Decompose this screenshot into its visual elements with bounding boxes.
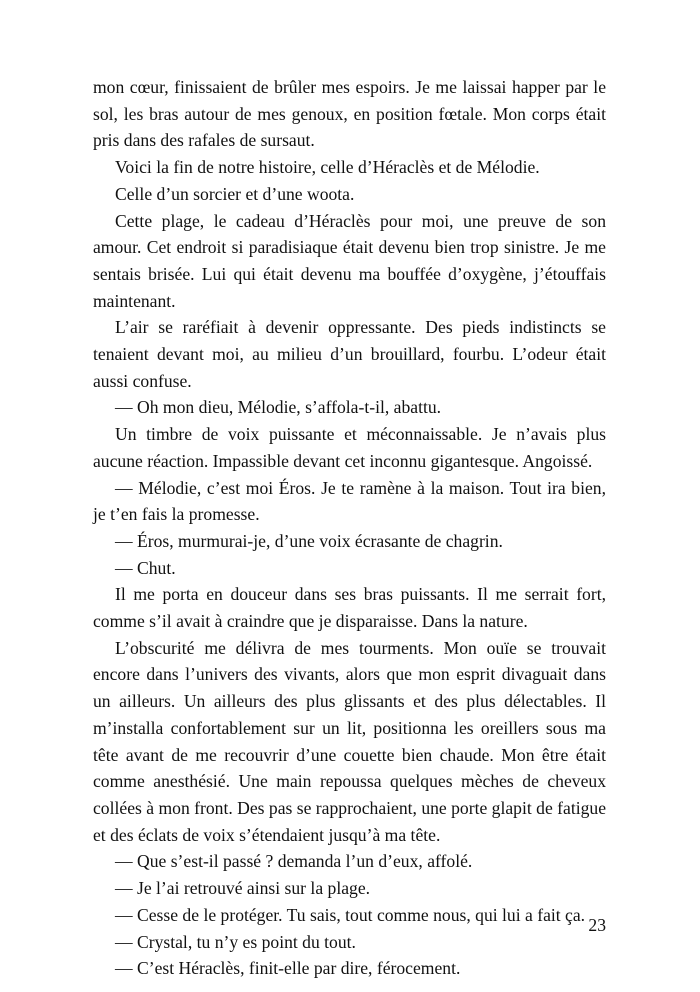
paragraph: L’air se raréfiait à devenir oppressante. Des pieds indistincts se tenaient devant moi, au milieu d’un brouillard, fourbu. L’odeur était aussi confuse.: [93, 317, 606, 391]
dialogue-line: — Crystal, tu n’y es point du tout.: [115, 931, 356, 952]
paragraph: Un timbre de voix puissante et méconnaissable. Je n’avais plus aucune réaction. Impassible devant cet inconnu gigantesque. Angoissé.: [93, 424, 606, 471]
dialogue-line: — Mélodie, c’est moi Éros. Je te ramène à la maison. Tout ira bien, je t’en fais la promesse.: [93, 477, 606, 525]
paragraph: Cette plage, le cadeau d’Héraclès pour moi, une preuve de son amour. Cet endroit si paradisiaque était devenu bien trop sinistre. Je me sentais brisée. Lui qui était devenu ma bouffée d’oxygène, j’étouffais maintenant.: [93, 210, 606, 311]
dialogue-line: — Que s’est-il passé ? demanda l’un d’eux, affolé.: [115, 851, 473, 872]
dialogue-line: — C’est Héraclès, finit-elle par dire, férocement.: [115, 958, 461, 979]
paragraph: L’obscurité me délivra de mes tourments. Mon ouïe se trouvait encore dans l’univers des vivants, alors que mon esprit divaguait dans un ailleurs. Un ailleurs des plus glissants et des plus délectables. Il m’installa confortablement sur un lit, positionna les oreillers sous ma tête avant de me recouvrir d’une couette bien chaude. Mon être était comme anesthésié. Une main repoussa quelques mèches de cheveux collées à mon front. Des pas se rapprochaient, une porte glapit de fatigue et des éclats de voix s’étendaient jusqu’à ma tête.: [93, 637, 606, 845]
paragraph: Il me porta en douceur dans ses bras puissants. Il me serrait fort, comme s’il avait à craindre que je disparaisse. Dans la nature.: [93, 584, 606, 632]
dialogue-line: — Cesse de le protéger. Tu sais, tout comme nous, qui lui a fait ça.: [115, 904, 586, 925]
dialogue-line: — Oh mon dieu, Mélodie, s’affola-t-il, abattu.: [115, 397, 442, 418]
paragraph: Celle d’un sorcier et d’une woota.: [115, 183, 355, 204]
dialogue-line: — Chut.: [115, 557, 176, 578]
dialogue-line: — Éros, murmurai-je, d’une voix écrasante de chagrin.: [115, 530, 503, 551]
page-number: 23: [588, 915, 606, 935]
page-text-block: [93, 74, 606, 982]
paragraph: mon cœur, finissaient de brûler mes espoirs. Je me laissai happer par le sol, les bras autour de mes genoux, en position fœtale. Mon corps était pris dans des rafales de sursaut.: [93, 77, 606, 151]
dialogue-line: — Je l’ai retrouvé ainsi sur la plage.: [115, 878, 371, 899]
paragraph: Voici la fin de notre histoire, celle d’Héraclès et de Mélodie.: [115, 157, 540, 178]
